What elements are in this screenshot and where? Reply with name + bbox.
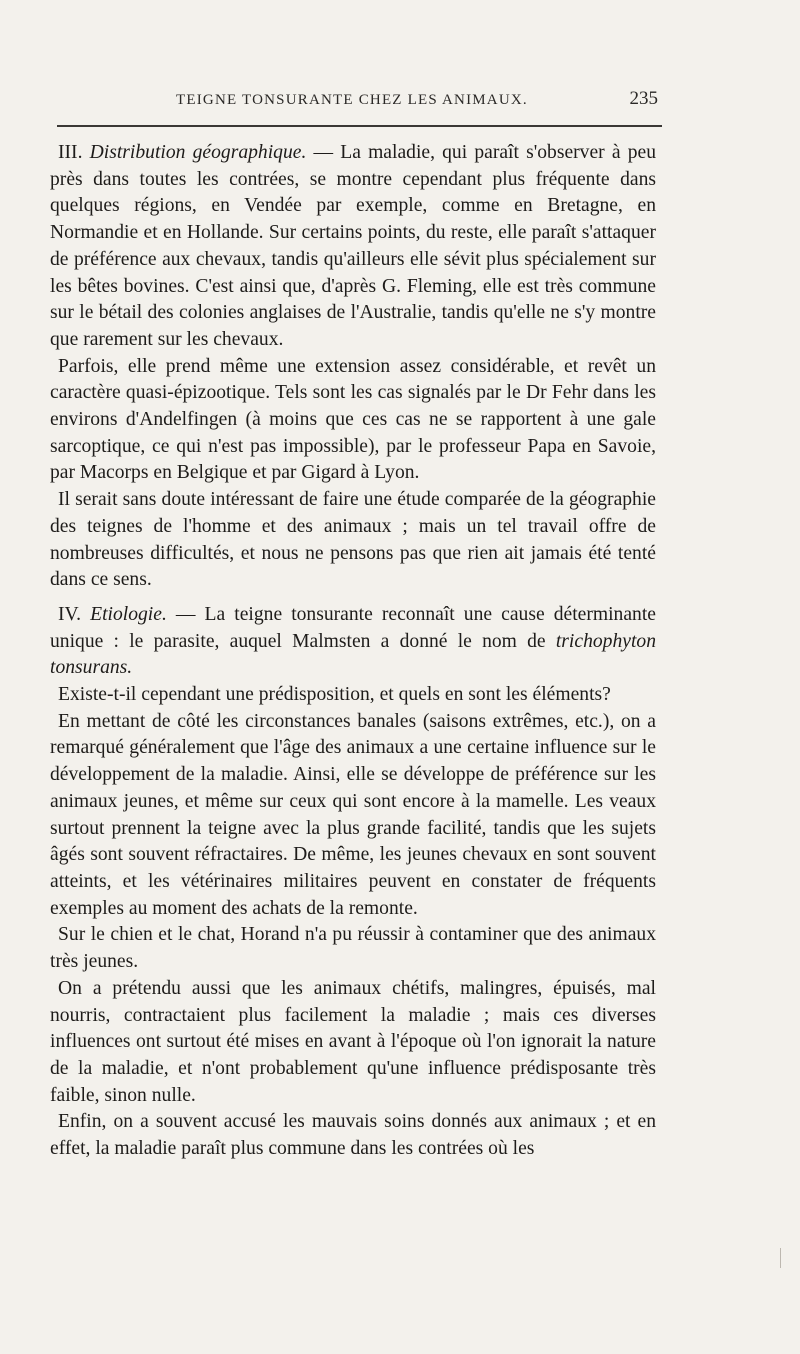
section-title: Etiologie. [90,603,167,625]
section-number: IV. [58,603,91,625]
paragraph: Enfin, on a souvent accusé les mauvais soins donnés aux animaux ; et en effet, la maladie paraît plus commune dans les contrées où les [50,1111,656,1160]
header-rule [57,125,662,127]
paragraph: Parfois, elle prend même une extension assez considérable, et revêt un caractère quasi-épizootique. Tels sont les cas signalés par le Dr Fehr dans les environs d'Andelfingen (à moins que ces cas ne se rapportent à une gale sarcoptique, ce qui n'est pas impossible), par le professeur Papa en Savoie, par Macorps en Belgique et par Gigard à Lyon. [50,355,656,484]
page-header [150,88,660,118]
section-number: III. [58,142,90,163]
paragraph-text: — La teigne tonsurante reconnaît une cause déterminante unique : le parasite, auquel Malmsten a donné le nom de [50,603,656,652]
paragraph: Il serait sans doute intéressant de faire une étude comparée de la géographie des teignes de l'homme et des animaux ; mais un tel travail offre de nombreuses difficultés, et nous ne pensons pas que rien ait jamais été tenté dans ce sens. [50,489,656,591]
paragraph-text: — La maladie, qui paraît s'observer à peu près dans toutes les contrées, se montre cependant plus fréquente dans quelques régions, en Vendée par exemple, comme en Bretagne, en Normandie et en Hollande. Sur certains points, du reste, elle paraît s'attaquer de préférence aux chevaux, tandis qu'ailleurs elle sévit plus spécialement sur les bêtes bovines. C'est ainsi que, d'après G. Fleming, elle est très commune sur le bétail des colonies anglaises de l'Australie, tandis qu'elle ne s'y montre que rarement sur les chevaux. [50,142,656,350]
paragraph: On a prétendu aussi que les animaux chétifs, malingres, épuisés, mal nourris, contractaient plus facilement la maladie ; mais ces diverses influences ont surtout été mises en avant à l'époque où l'on ignorait la nature de la maladie, et n'ont probablement qu'une influence prédisposante très faible, sinon nulle. [50,977,656,1106]
section-4-heading-paragraph [50,602,656,682]
page-number: 235 [629,88,658,109]
section-title: Distribution géographique. [89,142,307,163]
paragraph: Sur le chien et le chat, Horand n'a pu réussir à contaminer que des animaux très jeunes. [50,924,656,973]
body-text [50,140,656,1163]
paragraph: En mettant de côté les circonstances banales (saisons extrêmes, etc.), on a remarqué généralement que l'âge des animaux a une certaine influence sur le développement de la maladie. Ainsi, elle se développe de préférence sur les animaux jeunes, et même sur ceux qui sont encore à la mamelle. Les veaux surtout prennent la teigne avec la plus grande facilité, tandis que les sujets âgés sont souvent réfractaires. De même, les jeunes chevaux en sont souvent atteints, et les vétérinaires militaires peuvent en constater de fréquents exemples au moment des achats de la remonte. [50,710,656,919]
running-head: TEIGNE TONSURANTE CHEZ LES ANIMAUX. [176,92,528,108]
species-name: trichophyton tonsurans. [50,630,656,679]
section-3-heading-paragraph [50,140,656,354]
margin-mark [780,1248,781,1268]
paragraph: Existe-t-il cependant une prédisposition, et quels en sont les éléments? [58,684,611,706]
